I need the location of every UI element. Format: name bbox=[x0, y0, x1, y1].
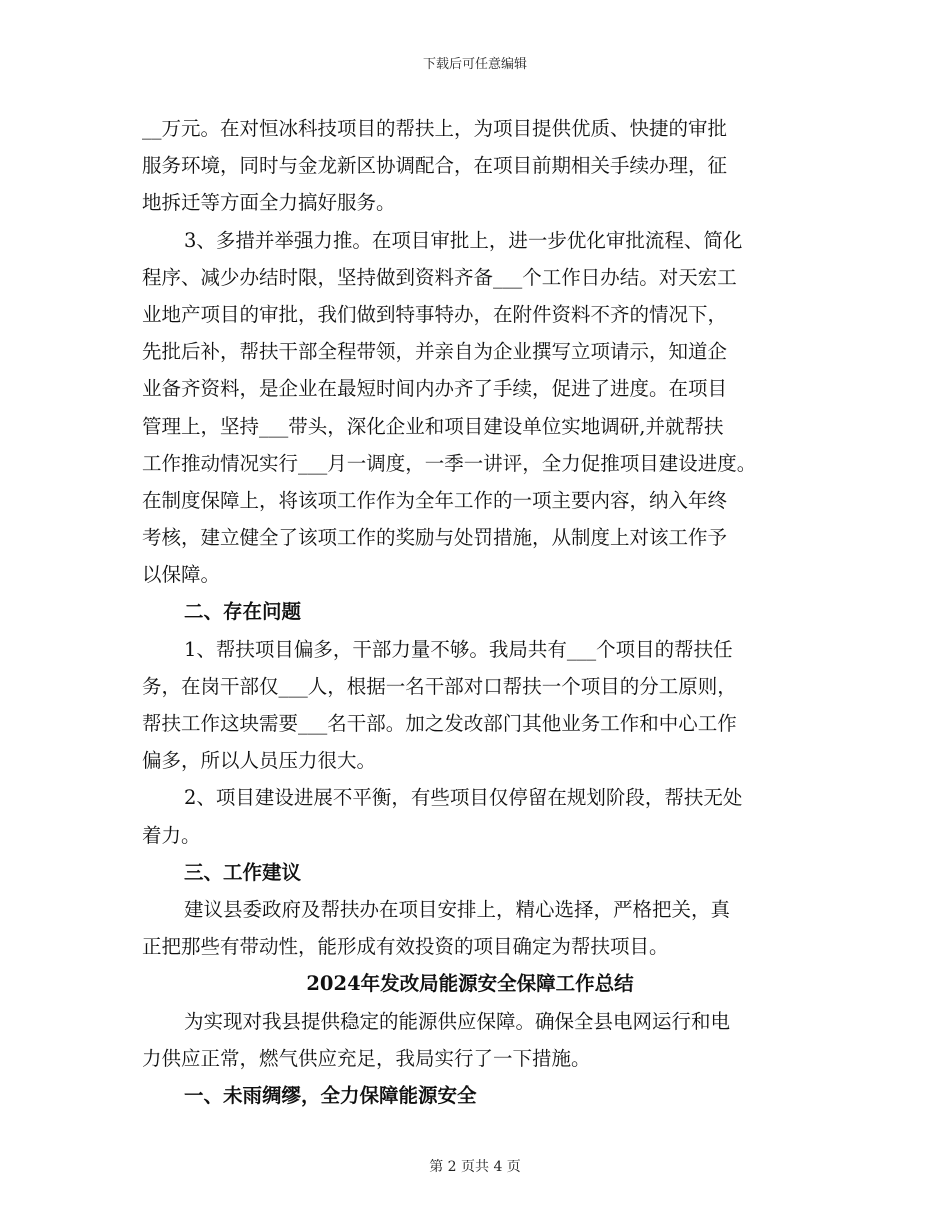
text-line: 2、项目建设进展不平衡，有些项目仅停留在规划阶段，帮扶无处 bbox=[184, 786, 743, 810]
text-line: 业备齐资料，是企业在最短时间内办齐了手续，促进了进度。在项目 bbox=[142, 377, 728, 401]
section-heading: 三、工作建议 bbox=[184, 860, 302, 884]
text-line: 务，在岗干部仅___人，根据一名干部对口帮扶一个项目的分工原则， bbox=[142, 674, 737, 698]
page-footer: 第 2 页共 4 页 bbox=[429, 1159, 521, 1175]
text-line: 地拆迁等方面全力搞好服务。 bbox=[142, 191, 396, 215]
text-line: 在制度保障上，将该项工作作为全年工作的一项主要内容，纳入年终 bbox=[142, 488, 728, 512]
text-line: 考核，建立健全了该项工作的奖励与处罚措施，从制度上对该工作予 bbox=[142, 526, 728, 550]
text-line: 偏多，所以人员压力很大。 bbox=[142, 749, 377, 773]
text-line: 以保障。 bbox=[142, 563, 221, 587]
text-line: 正把那些有带动性，能形成有效投资的项目确定为帮扶项目。 bbox=[142, 935, 669, 959]
body-text bbox=[142, 110, 832, 1114]
text-line: 管理上，坚持___带头，深化企业和项目建设单位实地调研,并就帮扶 bbox=[142, 414, 724, 438]
section-heading: 二、存在问题 bbox=[184, 600, 302, 624]
text-line: __万元。在对恒冰科技项目的帮扶上，为项目提供优质、快捷的审批 bbox=[142, 117, 728, 140]
text-line: 工作推动情况实行___月一调度，一季一讲评，全力促推项目建设进度。 bbox=[142, 451, 757, 475]
text-line: 3、多措并举强力推。在项目审批上，进一步优化审批流程、简化 bbox=[184, 228, 743, 252]
text-line: 建议县委政府及帮扶办在项目安排上，精心选择，严格把关，真 bbox=[184, 897, 731, 921]
text-line: 1、帮扶项目偏多，干部力量不够。我局共有___个项目的帮扶任 bbox=[184, 637, 733, 661]
text-line: 帮扶工作这块需要___名干部。加之发改部门其他业务工作和中心工作 bbox=[142, 712, 737, 735]
text-line: 业地产项目的审批，我们做到特事特办，在附件资料不齐的情况下， bbox=[142, 302, 728, 326]
section-heading: 一、未雨绸缪，全力保障能源安全 bbox=[184, 1083, 477, 1107]
page-header: 下载后可任意编辑 bbox=[422, 57, 527, 72]
text-line: 服务环境，同时与金龙新区协调配合，在项目前期相关手续办理，征 bbox=[142, 154, 728, 178]
document-title: 2024年发改局能源安全保障工作总结 bbox=[306, 972, 634, 996]
text-line: 为实现对我县提供稳定的能源供应保障。确保全县电网运行和电 bbox=[184, 1009, 731, 1033]
text-line: 力供应正常，燃气供应充足，我局实行了一下措施。 bbox=[142, 1046, 591, 1070]
text-line: 着力。 bbox=[142, 823, 201, 847]
text-line: 程序、减少办结时限，坚持做到资料齐备___个工作日办结。对天宏工 bbox=[142, 265, 737, 289]
text-line: 先批后补，帮扶干部全程带领，并亲自为企业撰写立项请示，知道企 bbox=[142, 340, 728, 364]
